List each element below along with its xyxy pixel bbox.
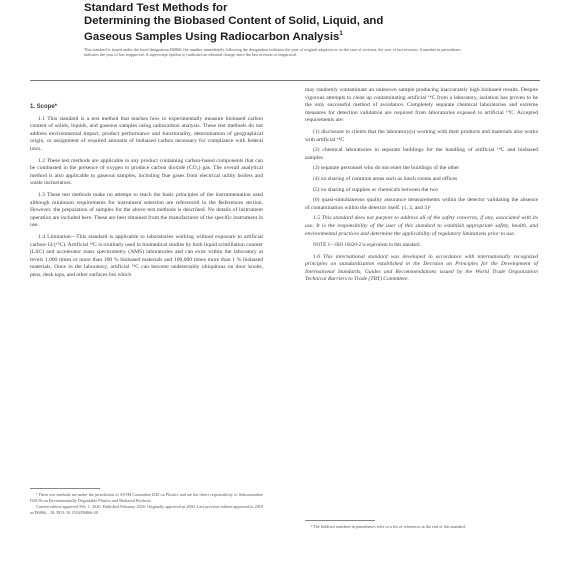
list-item: (1) disclosure to clients that the laboratory(s) working with their products and materials also works with artificial ¹⁴C (305, 128, 538, 143)
title-line: Standard Test Methods for (84, 2, 228, 14)
paragraph-1-6: 1.6 This international standard was developed in accordance with internationally recognized principles on standardization established in the Decision on Principles for the Development of International Standards, Guides and Recommendations issued by the World Trade Organization Technical Barriers to Trade (TBT) Committee. (305, 253, 538, 283)
footnote-divider (305, 520, 375, 521)
paragraph-1-5: 1.5 This standard does not purport to address all of the safety concerns, if any, associated with its use. It is the responsibility of the user of this standard to establish appropriate safety, health, and environmental practices and determine the applicability of regulatory limitations prior to use. (305, 215, 538, 237)
list-item: (2) chemical laboratories in separate buildings for the handling of artificial ¹⁴C and biobased samples (305, 147, 538, 161)
document-title (84, 2, 504, 44)
footnote-1: ¹ These test methods are under the jurisdiction of ASTM Committee D20 on Plastics and are the direct responsibility of Subcommittee D20.96 on Environmentally Degradable Plastics and Biobased Products. (30, 492, 263, 503)
footnotes (30, 492, 263, 516)
header-divider (30, 80, 540, 81)
title-footnote-marker: 1 (339, 31, 343, 37)
designation-note: This standard is issued under the fixed designation D6866; the number immediately following the designation indicates the year of original adoption or, in the case of revision, the year of last revision. A number in parentheses indicates the year of last reapproval. A superscript epsilon (ε) indicates an editorial change since the last revision or reapproval. (84, 47, 461, 58)
footnote-2: ² The boldface numbers in parentheses refer to a list of references at the end of this standard. (311, 524, 466, 529)
paragraph-1-2: 1.2 These test methods are applicable to any product containing carbon-based components that can be combusted in the presence of oxygen to produce carbon dioxide (CO₂) gas. The overall analytical method is also applicable to gaseous samples, including flue gases from electrical utility boilers and waste incinerators. (30, 157, 263, 187)
title-line: Determining the Biobased Content of Solid, Liquid, and (84, 15, 384, 27)
paragraph-1-1: 1.1 This standard is a test method that teaches how to experimentally measure biobased carbon content of solids, liquids, and gaseous samples using radiocarbon analysis. These test methods do not address environmental impact, product performance and functionality, determination of geographical origin, or assignment of required amounts of biobased carbon necessary for compliance with federal laws. (30, 115, 263, 152)
paragraph-1-4: 1.4 Limitation—This standard is applicable to laboratories working without exposure to artificial carbon-14 (¹⁴C). Artificial ¹⁴C is routinely used in biomedical studies by both liquid scintillation counter (LSC) and accelerator mass spectrometry (AMS) laboratories and can exist within the laboratory at levels 1,000 times or more than 100 % biobased materials and 100,000 times more than 1 % biobased materials. Once in the laboratory, artificial ¹⁴C can become undetectably ubiquitous on door knobs, pens, desk tops, and other surfaces but which (30, 233, 263, 278)
list-item: (5) no sharing of supplies or chemicals between the two (313, 186, 439, 193)
title-line-text: Gaseous Samples Using Radiocarbon Analysis (84, 30, 340, 43)
footnote-edition: Current edition approved Feb. 1, 2020. Published February 2020. Originally approved in 2004. Last previous edition approved in 2018 as D6866 – 18. DOI: 10.1520/D6866-20. (30, 504, 263, 515)
paragraph-1-3: 1.3 These test methods make no attempt to teach the basic principles of the instrumentation used although minimum requirements for instrument selection are referenced in the References section. However, the preparation of samples for the above test methods is described. No details of instrument operation are included here. These are best obtained from the manufacturer of the specific instrument in use. (30, 191, 263, 229)
title-line (84, 28, 504, 44)
list-item: (3) separate personnel who do not enter the buildings of the other (313, 165, 460, 172)
list-item: (6) quasi-simultaneous quality assurance measurements within the detector validating the absence of contamination within the detector itself. (1, 2, and 3)² (305, 197, 538, 211)
note-1: NOTE 1—ISO 16620-2 is equivalent to this standard. (313, 243, 421, 249)
paragraph-continued: may randomly contaminate an unknown sample producing inaccurately high biobased results. Despite vigorous attempts to clean up contaminating artificial ¹⁴C from a laboratory, isolation has proven to be the only successful method of avoidance. Completely separate chemical laboratories and extreme measures for detection validation are required from laboratories exposed to artificial ¹⁴C. Accepted requirements are: (305, 87, 538, 124)
section-heading-scope: 1. Scope* (30, 104, 58, 110)
right-column (305, 87, 538, 288)
list-item: (4) no sharing of common areas such as lunch rooms and offices (313, 175, 458, 182)
footnote-divider (30, 488, 100, 489)
left-column (30, 104, 263, 283)
